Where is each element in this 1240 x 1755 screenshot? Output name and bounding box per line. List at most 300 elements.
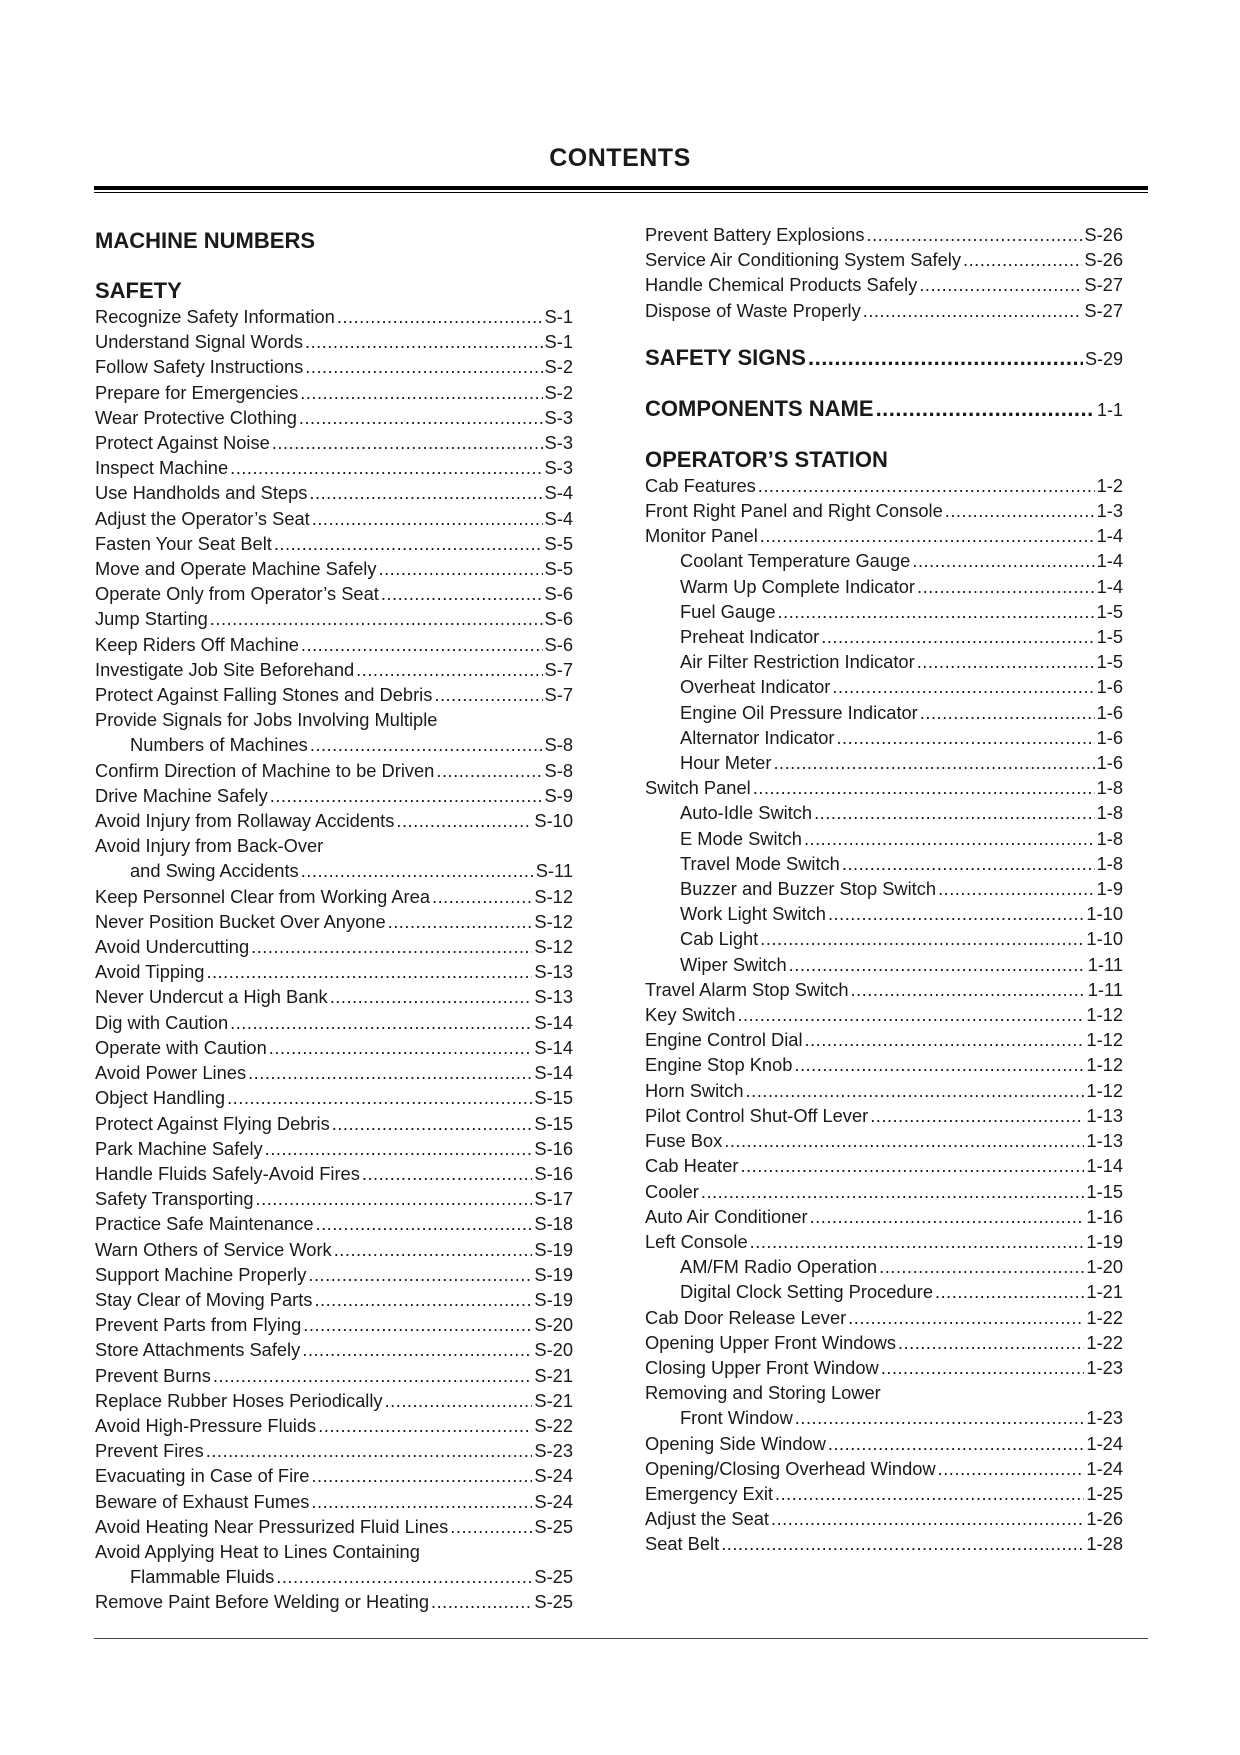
toc-entry[interactable] [645, 775, 1123, 800]
dot-leader [309, 480, 542, 505]
entry-page: S-20 [534, 1339, 573, 1361]
toc-entry[interactable] [95, 858, 573, 883]
entry-title: Switch Panel [645, 777, 751, 799]
toc-entry[interactable] [645, 1052, 1123, 1077]
toc-entry[interactable] [645, 298, 1123, 323]
entry-title: Fuel Gauge [680, 600, 776, 622]
entry-title: Follow Safety Instructions [95, 356, 304, 378]
toc-entry[interactable] [645, 725, 1123, 750]
entry-page: S-12 [534, 885, 573, 907]
toc-entry[interactable] [95, 606, 573, 631]
entry-title: Cooler [645, 1180, 699, 1202]
entry-title: Emergency Exit [645, 1482, 774, 1504]
toc-entry[interactable] [95, 1237, 573, 1262]
entry-page: 1-11 [1087, 953, 1123, 975]
dot-leader [270, 783, 543, 808]
toc-entry[interactable] [645, 1229, 1123, 1254]
toc-entry[interactable] [645, 674, 1123, 699]
entry-page: 1-5 [1096, 651, 1123, 673]
entry-page: S-5 [544, 532, 573, 554]
toc-entry[interactable] [645, 1305, 1123, 1330]
dot-leader [724, 1128, 1084, 1153]
dot-leader [758, 473, 1095, 498]
toc-entry[interactable] [95, 682, 573, 707]
dot-leader [876, 396, 1095, 422]
toc-entry-components-name[interactable] [645, 396, 1123, 423]
dot-leader [274, 531, 543, 556]
entry-title: Left Console [645, 1230, 748, 1252]
entry-page: S-3 [544, 432, 573, 454]
entry-title: Investigate Job Site Beforehand [95, 658, 355, 680]
dot-leader [963, 247, 1082, 272]
toc-entry[interactable] [645, 1279, 1123, 1304]
dot-leader [230, 1010, 532, 1035]
toc-entry[interactable] [645, 473, 1123, 498]
dot-leader [701, 1179, 1085, 1204]
toc-entry[interactable] [645, 1002, 1123, 1027]
dot-leader [917, 574, 1095, 599]
dot-leader [863, 298, 1083, 323]
toc-entry[interactable] [645, 1355, 1123, 1380]
dot-leader [773, 750, 1094, 775]
toc-entry[interactable] [95, 1010, 573, 1035]
entry-title: Coolant Temperature Gauge [680, 550, 911, 572]
entry-page: 1-4 [1096, 550, 1123, 572]
entry-title: Engine Stop Knob [645, 1054, 793, 1076]
entry-page: S-13 [534, 961, 573, 983]
dot-leader [334, 1237, 533, 1262]
entry-page: 1-8 [1096, 852, 1123, 874]
toc-entry[interactable] [645, 1027, 1123, 1052]
dot-leader [388, 909, 533, 934]
entry-title: Handle Chemical Products Safely [645, 274, 918, 296]
entry-title: Fuse Box [645, 1130, 723, 1152]
bottom-rule [94, 1638, 1148, 1639]
entry-page: 1-12 [1086, 1079, 1123, 1101]
toc-entry[interactable] [95, 1514, 573, 1539]
page-title: CONTENTS [549, 144, 691, 172]
entry-title: Avoid Applying Heat to Lines Containing [95, 1540, 420, 1562]
toc-entry[interactable] [95, 430, 573, 455]
toc-entry[interactable] [645, 876, 1123, 901]
toc-entry[interactable] [95, 556, 573, 581]
dot-leader [879, 1254, 1084, 1279]
entry-page: 1-5 [1096, 600, 1123, 622]
entry-page: 1-6 [1096, 676, 1123, 698]
heading-machine-numbers[interactable]: MACHINE NUMBERS [95, 228, 315, 253]
entry-title: Protect Against Falling Stones and Debris [95, 684, 433, 706]
toc-entry[interactable] [95, 732, 573, 757]
entry-title: Avoid Tipping [95, 961, 205, 983]
entry-title: SAFETY SIGNS [645, 344, 806, 370]
entry-page: 1-26 [1086, 1508, 1123, 1530]
entry-title: Avoid Injury from Back-Over [95, 835, 324, 857]
dot-leader [919, 272, 1082, 297]
dot-leader [248, 1060, 532, 1085]
entry-title: Prevent Burns [95, 1364, 211, 1386]
heading-operators-station[interactable]: OPERATOR’S STATION [645, 446, 888, 472]
entry-title: Cab Features [645, 474, 756, 496]
entry-page: S-5 [544, 558, 573, 580]
dot-leader [311, 1489, 532, 1514]
entry-page: 1-3 [1096, 500, 1123, 522]
toc-entry[interactable] [645, 1330, 1123, 1355]
entry-page: S-29 [1084, 348, 1123, 369]
toc-entry[interactable] [645, 272, 1123, 297]
entry-title: Work Light Switch [680, 903, 826, 925]
toc-entry[interactable] [95, 707, 573, 732]
dot-leader [206, 1438, 533, 1463]
toc-entry-safety-signs[interactable] [645, 345, 1123, 372]
toc-entry[interactable] [645, 750, 1123, 775]
toc-entry[interactable] [645, 926, 1123, 951]
entry-title: Numbers of Machines [130, 734, 308, 756]
toc-entry[interactable] [95, 1337, 573, 1362]
dot-leader [804, 826, 1095, 851]
toc-entry[interactable] [645, 952, 1123, 977]
dot-leader [303, 1312, 532, 1337]
entry-page: S-24 [534, 1465, 573, 1487]
dot-leader [795, 1405, 1085, 1430]
toc-entry[interactable] [645, 498, 1123, 523]
dot-leader [789, 952, 1086, 977]
entry-title: Key Switch [645, 1004, 736, 1026]
dot-leader [851, 977, 1086, 1002]
entry-title: Prepare for Emergencies [95, 381, 299, 403]
toc-entry[interactable] [645, 1380, 1123, 1405]
toc-entry[interactable] [95, 1262, 573, 1287]
entry-page: S-2 [544, 356, 573, 378]
safety-entries-continued [645, 222, 1123, 323]
toc-entry[interactable] [645, 574, 1123, 599]
dot-leader [265, 1136, 533, 1161]
dot-leader [210, 606, 543, 631]
entry-page: S-16 [534, 1137, 573, 1159]
entry-title: Avoid Power Lines [95, 1062, 247, 1084]
dot-leader [771, 1506, 1084, 1531]
entry-page: 1-4 [1096, 575, 1123, 597]
entry-page: 1-23 [1086, 1407, 1123, 1429]
toc-entry[interactable] [95, 632, 573, 657]
entry-title: Protect Against Noise [95, 432, 270, 454]
dot-leader [828, 901, 1084, 926]
toc-entry[interactable] [645, 1506, 1123, 1531]
dot-leader [848, 1305, 1084, 1330]
toc-entry[interactable] [95, 959, 573, 984]
dot-leader [305, 354, 542, 379]
entry-page: S-14 [534, 1062, 573, 1084]
toc-entry[interactable] [645, 1456, 1123, 1481]
toc-entry[interactable] [645, 1128, 1123, 1153]
dot-leader [920, 700, 1095, 725]
dot-leader [308, 1262, 532, 1287]
toc-entry[interactable] [95, 480, 573, 505]
dot-leader [810, 1204, 1085, 1229]
toc-entry[interactable] [645, 624, 1123, 649]
dot-leader [828, 1431, 1085, 1456]
dot-leader [808, 345, 1083, 371]
heading-safety[interactable]: SAFETY [95, 278, 182, 303]
dot-leader [300, 380, 542, 405]
toc-entry[interactable] [645, 649, 1123, 674]
toc-entry[interactable] [95, 1413, 573, 1438]
entry-title: Never Position Bucket Over Anyone [95, 910, 386, 932]
entry-title: Inspect Machine [95, 457, 229, 479]
entry-page: S-21 [534, 1364, 573, 1386]
dot-leader [311, 1463, 532, 1488]
entry-title: Pilot Control Shut-Off Lever [645, 1104, 869, 1126]
entry-page: S-25 [534, 1566, 573, 1588]
entry-page: 1-10 [1086, 928, 1123, 950]
dot-leader [269, 1035, 533, 1060]
entry-page: 1-9 [1096, 878, 1123, 900]
entry-page: S-11 [535, 860, 573, 882]
entry-page: 1-11 [1087, 978, 1123, 1000]
contents-left-column [95, 228, 573, 1615]
entry-title: Avoid High-Pressure Fluids [95, 1414, 317, 1436]
toc-entry[interactable] [95, 506, 573, 531]
dot-leader [836, 725, 1094, 750]
entry-title: and Swing Accidents [130, 860, 299, 882]
toc-entry[interactable] [95, 304, 573, 329]
entry-title: Support Machine Properly [95, 1263, 307, 1285]
dot-leader [256, 1186, 533, 1211]
dot-leader [314, 1287, 532, 1312]
dot-leader [213, 1363, 533, 1388]
toc-entry[interactable] [95, 1388, 573, 1413]
toc-entry[interactable] [645, 1179, 1123, 1204]
toc-entry[interactable] [95, 329, 573, 354]
entry-title: Practice Safe Maintenance [95, 1213, 314, 1235]
entry-page: S-4 [544, 482, 573, 504]
entry-page: S-7 [544, 684, 573, 706]
entry-page: S-22 [534, 1414, 573, 1436]
entry-page: 1-8 [1096, 827, 1123, 849]
entry-title: Hour Meter [680, 752, 772, 774]
entry-page: 1-22 [1086, 1331, 1123, 1353]
toc-entry[interactable] [645, 1531, 1123, 1556]
entry-page: S-12 [534, 910, 573, 932]
entry-page: 1-20 [1086, 1256, 1123, 1278]
toc-entry[interactable] [645, 247, 1123, 272]
toc-entry[interactable] [645, 977, 1123, 1002]
toc-entry[interactable] [95, 934, 573, 959]
toc-entry[interactable] [95, 1060, 573, 1085]
entry-title: Avoid Undercutting [95, 936, 250, 958]
dot-leader [379, 556, 543, 581]
toc-entry[interactable] [645, 1431, 1123, 1456]
dot-leader [821, 624, 1094, 649]
entry-title: Remove Paint Before Welding or Heating [95, 1591, 429, 1613]
entry-title: Provide Signals for Jobs Involving Multiple [95, 709, 438, 731]
dot-leader [385, 1388, 533, 1413]
entry-page: 1-21 [1086, 1281, 1123, 1303]
dot-leader [866, 222, 1082, 247]
dot-leader [778, 599, 1095, 624]
toc-entry[interactable] [95, 1287, 573, 1312]
entry-page: S-21 [534, 1389, 573, 1411]
entry-title: Engine Control Dial [645, 1029, 803, 1051]
toc-entry[interactable] [95, 808, 573, 833]
toc-entry[interactable] [95, 1363, 573, 1388]
toc-entry[interactable] [95, 1111, 573, 1136]
toc-entry[interactable] [645, 1254, 1123, 1279]
entry-page: 1-15 [1086, 1180, 1123, 1202]
toc-entry[interactable] [645, 1204, 1123, 1229]
dot-leader [842, 851, 1095, 876]
toc-entry[interactable] [645, 1481, 1123, 1506]
entry-title: Opening Side Window [645, 1432, 826, 1454]
entry-title: Avoid Heating Near Pressurized Fluid Lines [95, 1515, 449, 1537]
toc-entry[interactable] [95, 1589, 573, 1614]
toc-entry[interactable] [645, 700, 1123, 725]
entry-title: Adjust the Operator’s Seat [95, 507, 310, 529]
toc-entry[interactable] [645, 523, 1123, 548]
entry-title: Service Air Conditioning System Safely [645, 249, 962, 271]
entry-title: Travel Alarm Stop Switch [645, 978, 849, 1000]
entry-page: 1-12 [1086, 1054, 1123, 1076]
entry-title: Prevent Fires [95, 1440, 204, 1462]
toc-entry[interactable] [95, 984, 573, 1009]
toc-entry[interactable] [645, 1153, 1123, 1178]
toc-entry[interactable] [95, 909, 573, 934]
entry-page: S-8 [544, 759, 573, 781]
entry-title: Never Undercut a High Bank [95, 986, 328, 1008]
entry-title: Seat Belt [645, 1533, 720, 1555]
dot-leader [301, 632, 543, 657]
entry-page: S-7 [544, 658, 573, 680]
toc-entry[interactable] [95, 1489, 573, 1514]
entry-title: Buzzer and Buzzer Stop Switch [680, 878, 937, 900]
toc-entry[interactable] [645, 222, 1123, 247]
entry-title: Understand Signal Words [95, 331, 303, 353]
dot-leader [381, 581, 543, 606]
toc-entry[interactable] [645, 1405, 1123, 1430]
entry-page: S-27 [1084, 299, 1123, 321]
dot-leader [750, 1229, 1085, 1254]
dot-leader [938, 1456, 1085, 1481]
dot-leader [881, 1355, 1085, 1380]
toc-entry[interactable] [95, 758, 573, 783]
top-rule-thin [94, 192, 1148, 193]
entry-title: Engine Oil Pressure Indicator [680, 701, 918, 723]
dot-leader [938, 876, 1095, 901]
dot-leader [898, 1330, 1084, 1355]
toc-entry[interactable] [645, 826, 1123, 851]
toc-entry[interactable] [95, 1085, 573, 1110]
toc-entry[interactable] [645, 548, 1123, 573]
entry-page: S-10 [534, 810, 573, 832]
entry-title: AM/FM Radio Operation [680, 1256, 878, 1278]
toc-entry[interactable] [95, 405, 573, 430]
entry-title: Dispose of Waste Properly [645, 299, 861, 321]
entry-title: Auto-Idle Switch [680, 802, 813, 824]
toc-entry[interactable] [645, 851, 1123, 876]
toc-entry[interactable] [645, 1103, 1123, 1128]
toc-entry[interactable] [95, 455, 573, 480]
safety-entries [95, 304, 573, 1615]
toc-entry[interactable] [95, 1161, 573, 1186]
entry-page: 1-13 [1086, 1104, 1123, 1126]
dot-leader [794, 1052, 1084, 1077]
dot-leader [315, 1211, 532, 1236]
toc-entry[interactable] [95, 1438, 573, 1463]
toc-entry[interactable] [95, 1211, 573, 1236]
entry-title: Cab Light [680, 928, 759, 950]
toc-entry[interactable] [95, 1035, 573, 1060]
toc-entry[interactable] [645, 1078, 1123, 1103]
entry-page: S-19 [534, 1238, 573, 1260]
entry-title: Protect Against Flying Debris [95, 1112, 330, 1134]
entry-page: S-12 [534, 936, 573, 958]
entry-title: Warm Up Complete Indicator [680, 575, 916, 597]
entry-title: Recognize Safety Information [95, 306, 335, 327]
entry-page: 1-14 [1086, 1155, 1123, 1177]
entry-title: Evacuating in Case of Fire [95, 1465, 310, 1487]
dot-leader [318, 1413, 532, 1438]
dot-leader [935, 1279, 1084, 1304]
toc-entry[interactable] [645, 800, 1123, 825]
dot-leader [299, 405, 543, 430]
toc-entry[interactable] [95, 1136, 573, 1161]
toc-entry[interactable] [95, 1463, 573, 1488]
entry-title: Safety Transporting [95, 1188, 254, 1210]
dot-leader [737, 1002, 1084, 1027]
entry-title: E Mode Switch [680, 827, 802, 849]
entry-title: Cab Door Release Lever [645, 1306, 847, 1328]
toc-entry[interactable] [95, 1564, 573, 1589]
entry-title: Cab Heater [645, 1155, 739, 1177]
entry-title: Preheat Indicator [680, 626, 820, 648]
entry-page: S-3 [544, 406, 573, 428]
entry-page: 1-28 [1086, 1533, 1123, 1555]
entry-page: 1-12 [1086, 1029, 1123, 1051]
toc-entry[interactable] [95, 380, 573, 405]
entry-title: Move and Operate Machine Safely [95, 558, 377, 580]
entry-title: Flammable Fluids [130, 1566, 275, 1588]
toc-entry[interactable] [95, 657, 573, 682]
entry-page: 1-24 [1086, 1432, 1123, 1454]
entry-page: S-26 [1084, 249, 1123, 271]
entry-page: S-18 [534, 1213, 573, 1235]
entry-page: S-19 [534, 1288, 573, 1310]
toc-entry[interactable] [95, 833, 573, 858]
entry-page: 1-2 [1096, 474, 1123, 496]
toc-entry[interactable] [95, 1539, 573, 1564]
toc-entry[interactable] [645, 901, 1123, 926]
dot-leader [832, 674, 1094, 699]
toc-entry[interactable] [95, 531, 573, 556]
toc-entry[interactable] [95, 354, 573, 379]
toc-entry[interactable] [95, 581, 573, 606]
entry-page: 1-8 [1096, 777, 1123, 799]
top-rule [94, 186, 1148, 190]
toc-entry[interactable] [95, 1186, 573, 1211]
toc-entry[interactable] [95, 1312, 573, 1337]
entry-page: 1-5 [1096, 626, 1123, 648]
dot-leader [312, 506, 543, 531]
dot-leader [760, 523, 1095, 548]
entry-page: S-17 [534, 1188, 573, 1210]
toc-entry[interactable] [95, 783, 573, 808]
toc-entry[interactable] [645, 599, 1123, 624]
entry-page: 1-23 [1086, 1356, 1123, 1378]
entry-title: Stay Clear of Moving Parts [95, 1288, 313, 1310]
dot-leader [330, 984, 533, 1009]
entry-title: Wear Protective Clothing [95, 406, 297, 428]
entry-title: Opening Upper Front Windows [645, 1331, 896, 1353]
toc-entry[interactable] [95, 884, 573, 909]
